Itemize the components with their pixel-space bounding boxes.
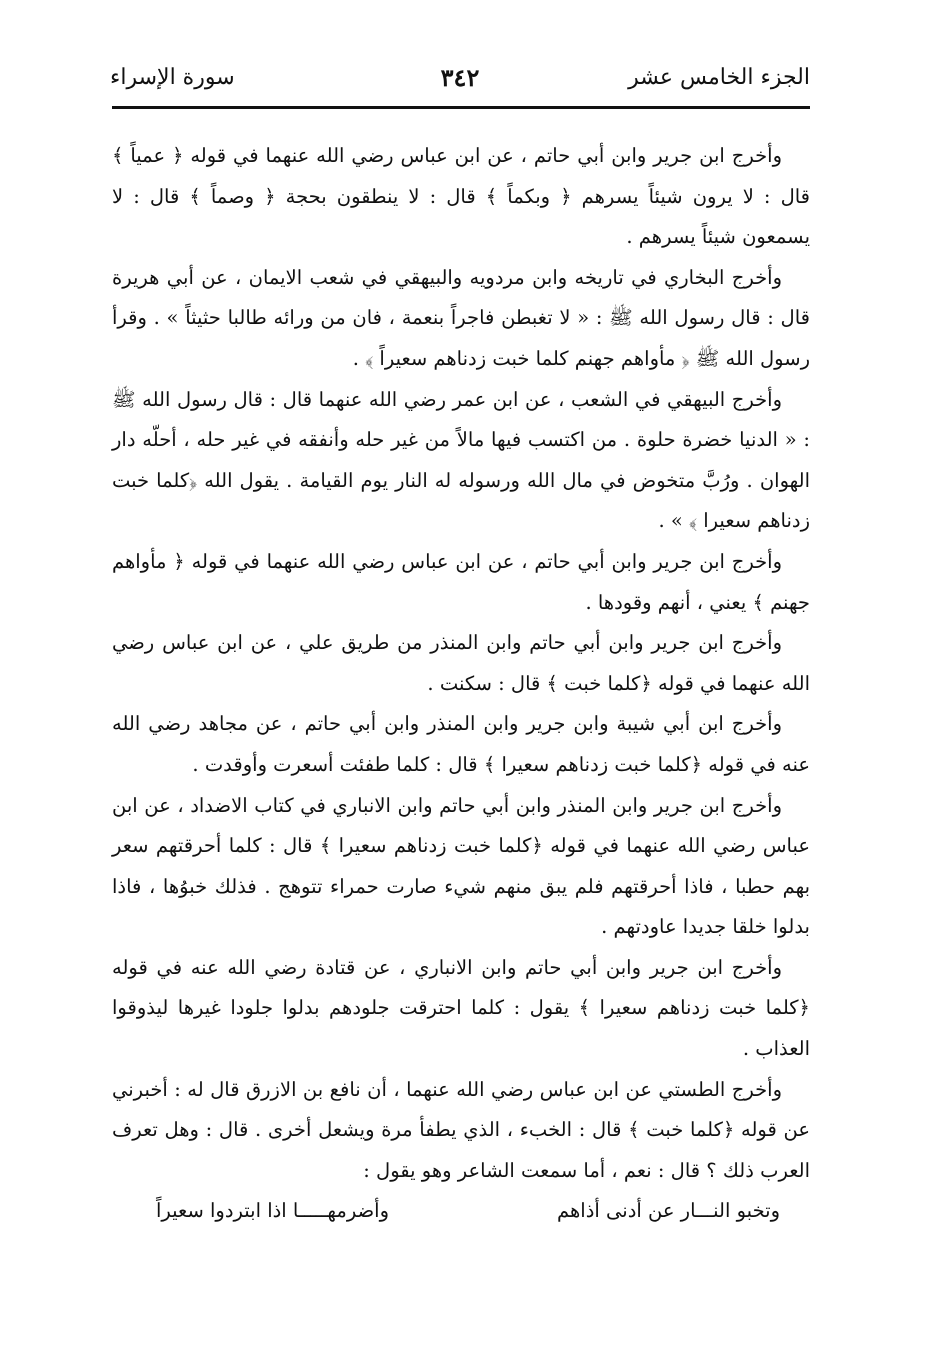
surah-title: سورة الإسراء <box>110 65 235 90</box>
paragraph: وأخرج البيهقي في الشعب ، عن ابن عمر رضي الله عنهما قال : قال رسول الله ﷺ : « الدنيا خضرة حلوة . من اكتسب فيها مالاً من غير حله وأنفقه في غير حله ، أحلّه دار الهوان . ورُبَّ متخوض في مال الله ورسوله له النار يوم القيامة . يقول الله ﴿كلما خبت زدناهم سعيرا ﴾ » . <box>112 387 810 533</box>
body-text <box>112 136 810 1232</box>
running-header <box>110 58 810 102</box>
paragraph: وأخرج ابن جرير وابن أبي حاتم ، عن ابن عباس رضي الله عنهما في قوله ﴿ عمياً ﴾ قال : لا يرون شيئاً يسرهم ﴿ وبكماً ﴾ قال : لا ينطقون بحجة ﴿ وصماً ﴾ قال : لا يسمعون شيئاً يسرهم . <box>112 144 810 249</box>
verse-first-hemistich: وتخبو النـــار عن أدنى أذاهم <box>557 1199 780 1223</box>
header-rule <box>112 106 810 109</box>
paragraph: وأخرج ابن جرير وابن أبي حاتم وابن المنذر من طريق علي ، عن ابن عباس رضي الله عنهما في قوله ﴿كلما خبت ﴾ قال : سكنت . <box>112 631 810 695</box>
paragraph: وأخرج ابن جرير وابن المنذر وابن أبي حاتم وابن الانباري في كتاب الاضداد ، عن ابن عباس رضي الله عنهما في قوله ﴿كلما خبت زدناهم سعيرا ﴾ قال : كلما أحرقتهم سعر بهم حطبا ، فاذا أحرقتهم فلم يبق منهم شيء صارت حمراء تتوهج . فذلك خبوُها ، فاذا بدلوا خلقا جديدا عاودتهم . <box>112 793 810 939</box>
verse-second-hemistich: وأضرمهـــــا اذا ابتردوا سعيراً <box>156 1199 390 1223</box>
paragraph: وأخرج ابن جرير وابن أبي حاتم وابن الانباري ، عن قتادة رضي الله عنه في قوله ﴿كلما خبت زدناهم سعيرا ﴾ يقول : كلما احترقت جلودهم بدلوا جلودا غيرها ليذوقوا العذاب . <box>112 955 810 1061</box>
paragraph: وأخرج ابن أبي شيبة وابن جرير وابن المنذر وابن أبي حاتم ، عن مجاهد رضي الله عنه في قوله ﴿كلما خبت زدناهم سعيرا ﴾ قال : كلما طفئت أسعرت وأوقدت . <box>112 712 810 776</box>
poetry-verse <box>112 1191 810 1232</box>
paragraph: وأخرج البخاري في تاريخه وابن مردويه والبيهقي في شعب الايمان ، عن أبي هريرة قال : قال رسول الله ﷺ : « لا تغبطن فاجراً بنعمة ، فان من ورائه طالبا حثيثاً » . وقرأ رسول الله ﷺ ﴿ مأواهم جهنم كلما خبت زدناهم سعيراً ﴾ . <box>112 265 810 370</box>
page-number: ٣٤٢ <box>440 63 480 92</box>
paragraph: وأخرج ابن جرير وابن أبي حاتم ، عن ابن عباس رضي الله عنهما في قوله ﴿ مأواهم جهنم ﴾ يعني ، أنهم وقودها . <box>112 549 810 614</box>
part-title: الجزء الخامس عشر <box>628 65 810 90</box>
paragraph: وأخرج الطستي عن ابن عباس رضي الله عنهما ، أن نافع بن الازرق قال له : أخبرني عن قوله ﴿كلما خبت ﴾ قال : الخبء ، الذي يطفأ مرة ويشعل أخرى . قال : وهل تعرف العرب ذلك ؟ قال : نعم ، أما سمعت الشاعر وهو يقول : <box>112 1077 810 1182</box>
